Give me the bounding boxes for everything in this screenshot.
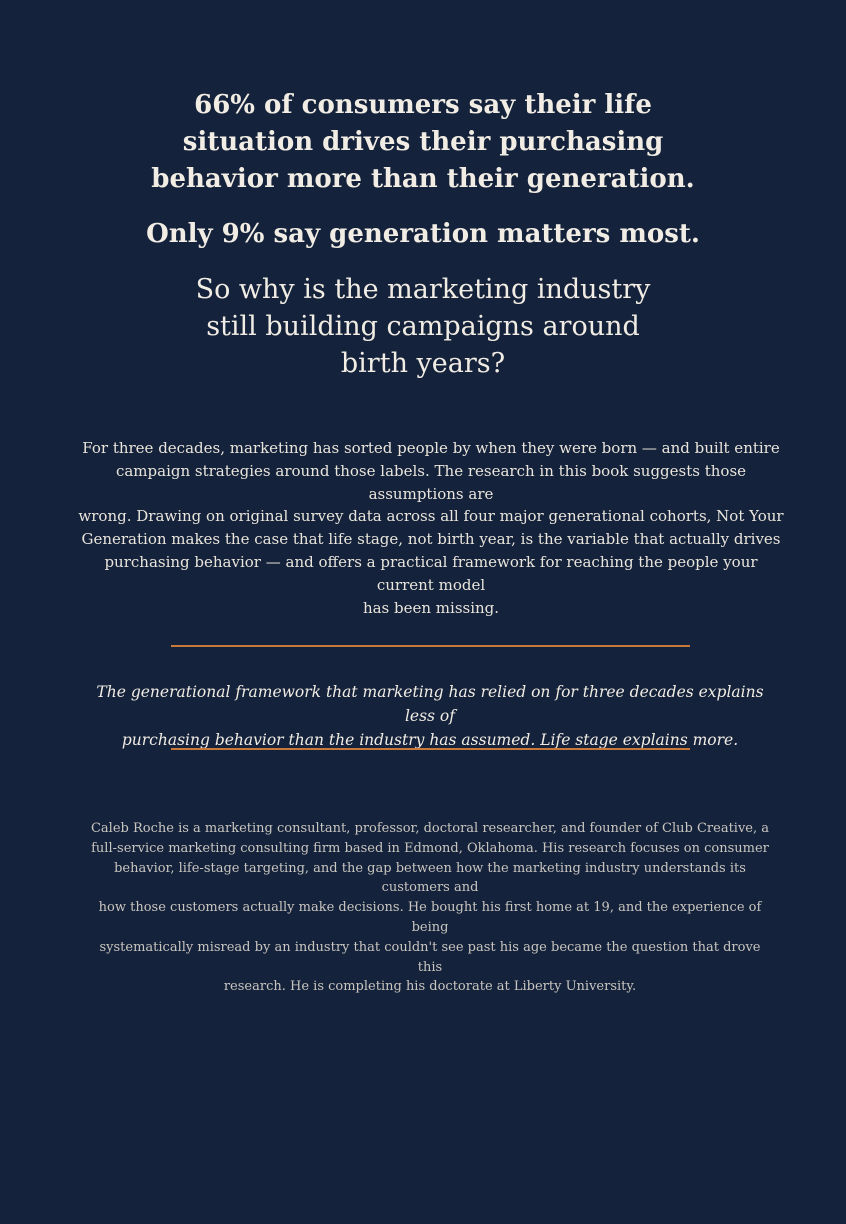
secondary-line: Only 9% say generation matters most. xyxy=(146,219,700,249)
question-line: birth years? xyxy=(340,348,506,379)
headline-line: 66% of consumers say their life xyxy=(194,90,652,120)
question-heading xyxy=(0,271,846,382)
description-line: For three decades, marketing has sorted people by when they were born — and built entire xyxy=(82,439,780,457)
bio-line: Caleb Roche is a marketing consultant, professor, doctoral researcher, and founder of Club Creative, a xyxy=(90,821,770,836)
question-line: still building campaigns around xyxy=(206,311,640,342)
quote-line: purchasing behavior than the industry has assumed. Life stage explains more. xyxy=(121,731,739,749)
description-line: campaign strategies around those labels. The research in this book suggests those assumptions are xyxy=(115,461,747,503)
description-line: Generation makes the case that life stage, not birth year, is the variable that actually drives xyxy=(81,530,781,549)
headline-line: behavior more than their generation. xyxy=(151,164,695,194)
description-line: has been missing. xyxy=(362,598,500,617)
bio-line: systematically misread by an industry that couldn't see past his age became the question that drove this xyxy=(99,939,761,975)
pull-quote xyxy=(90,680,770,752)
bio-line: how those customers actually make decisions. He bought his first home at 19, and the experience of being xyxy=(98,900,762,935)
headline-statistic xyxy=(0,87,846,198)
bio-line: full-service marketing consulting firm based in Edmond, Oklahoma. His research focuses on consumer xyxy=(91,840,769,856)
book-description xyxy=(78,437,784,619)
question-line: So why is the marketing industry xyxy=(195,274,651,305)
bio-line: behavior, life-stage targeting, and the gap between how the marketing industry understands its customers and xyxy=(114,860,746,896)
quote-bottom-divider xyxy=(171,748,690,750)
description-line: purchasing behavior — and offers a practical framework for reaching the people your current model xyxy=(104,552,758,594)
bio-line: research. He is completing his doctorate at Liberty University. xyxy=(223,979,637,995)
headline-line: situation drives their purchasing xyxy=(182,127,664,157)
quote-top-divider xyxy=(171,645,690,647)
author-bio xyxy=(88,819,772,997)
quote-line: The generational framework that marketing has relied on for three decades explains less of xyxy=(96,683,764,725)
description-line: wrong. Drawing on original survey data across all four major generational cohorts, Not Your xyxy=(78,507,784,526)
secondary-statistic xyxy=(0,216,846,253)
